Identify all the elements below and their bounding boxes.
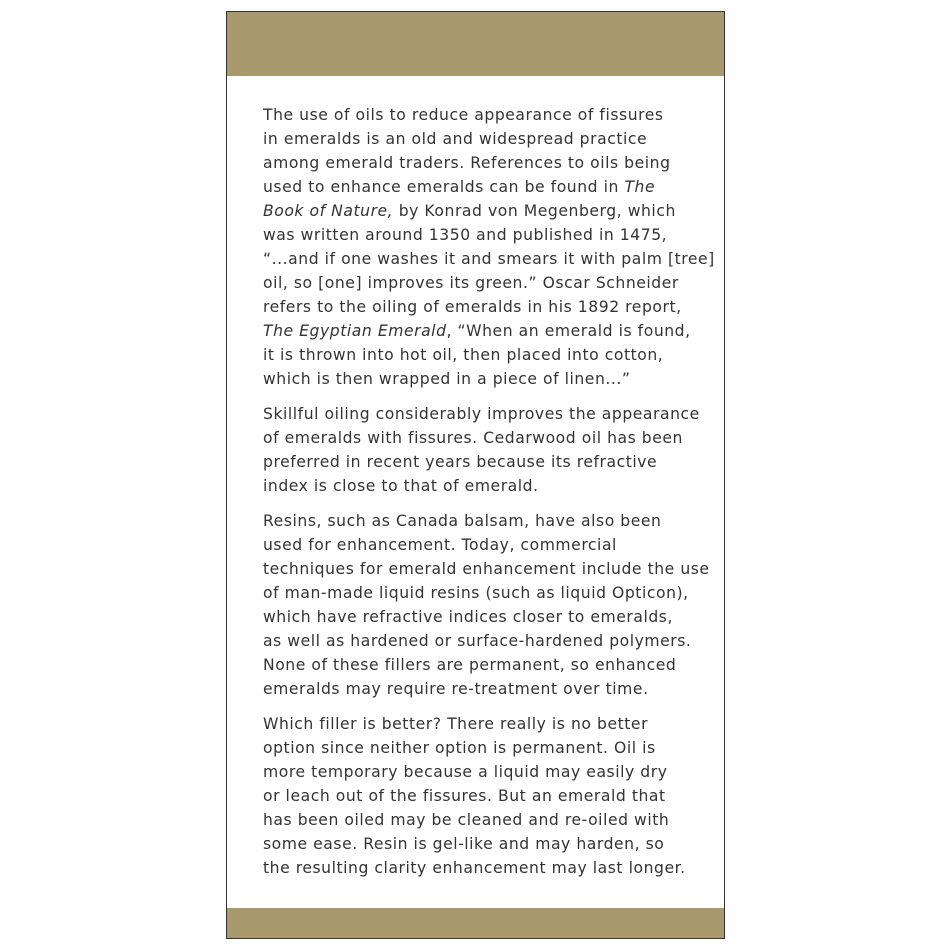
text-line: None of these fillers are permanent, so enhanced [263, 656, 677, 674]
text-line: refers to the oiling of emeralds in his 1892 report, [263, 298, 682, 316]
text-line: it is thrown into hot oil, then placed into cotton, [263, 346, 664, 364]
text-line: “...and if one washes it and smears it with palm [tree] [263, 250, 715, 268]
text-line: used for enhancement. Today, commercial [263, 536, 617, 554]
paragraph-oil-history [263, 103, 718, 391]
text-line: which have refractive indices closer to emeralds, [263, 608, 673, 626]
text-line: was written around 1350 and published in 1475, [263, 226, 668, 244]
text-line: Resins, such as Canada balsam, have also been [263, 512, 662, 530]
text-line: which is then wrapped in a piece of linen...” [263, 370, 631, 388]
text-line: or leach out of the fissures. But an emerald that [263, 787, 666, 805]
text-line: techniques for emerald enhancement include the use [263, 560, 710, 578]
text-line [263, 199, 718, 223]
text-line: in emeralds is an old and widespread practice [263, 130, 648, 148]
text-line: has been oiled may be cleaned and re-oiled with [263, 811, 670, 829]
book-title-fragment: Book of Nature, [263, 202, 394, 220]
text-line: some ease. Resin is gel-like and may harden, so [263, 835, 665, 853]
text-line: among emerald traders. References to oils being [263, 154, 671, 172]
text-segment: , “When an emerald is found, [446, 322, 691, 340]
text-line: oil, so [one] improves its green.” Oscar Schneider [263, 274, 679, 292]
text-line [263, 319, 718, 343]
paragraph-resins [263, 509, 718, 701]
text-line: The use of oils to reduce appearance of fissures [263, 106, 664, 124]
text-line: the resulting clarity enhancement may last longer. [263, 859, 686, 877]
text-line: Skillful oiling considerably improves the appearance [263, 405, 700, 423]
paragraph-skillful-oiling [263, 402, 718, 498]
text-line: emeralds may require re-treatment over time. [263, 680, 649, 698]
top-band [227, 12, 724, 76]
text-line: preferred in recent years because its refractive [263, 453, 658, 471]
text-line: more temporary because a liquid may easily dry [263, 763, 668, 781]
text-line: of man-made liquid resins (such as liquid Opticon), [263, 584, 689, 602]
text-line [263, 175, 718, 199]
text-line: of emeralds with fissures. Cedarwood oil has been [263, 429, 683, 447]
paragraph-which-filler [263, 712, 718, 880]
text-line: option since neither option is permanent. Oil is [263, 739, 656, 757]
text-line: Which filler is better? There really is no better [263, 715, 649, 733]
report-title: The Egyptian Emerald [263, 322, 447, 340]
info-card [226, 11, 725, 939]
text-line: as well as hardened or surface-hardened polymers. [263, 632, 692, 650]
text-segment: used to enhance emeralds can be found in [263, 178, 625, 196]
text-line: index is close to that of emerald. [263, 477, 539, 495]
text-segment: by Konrad von Megenberg, which [393, 202, 676, 220]
bottom-band [227, 908, 724, 938]
article-body [263, 103, 718, 891]
book-title-fragment: The [624, 178, 656, 196]
